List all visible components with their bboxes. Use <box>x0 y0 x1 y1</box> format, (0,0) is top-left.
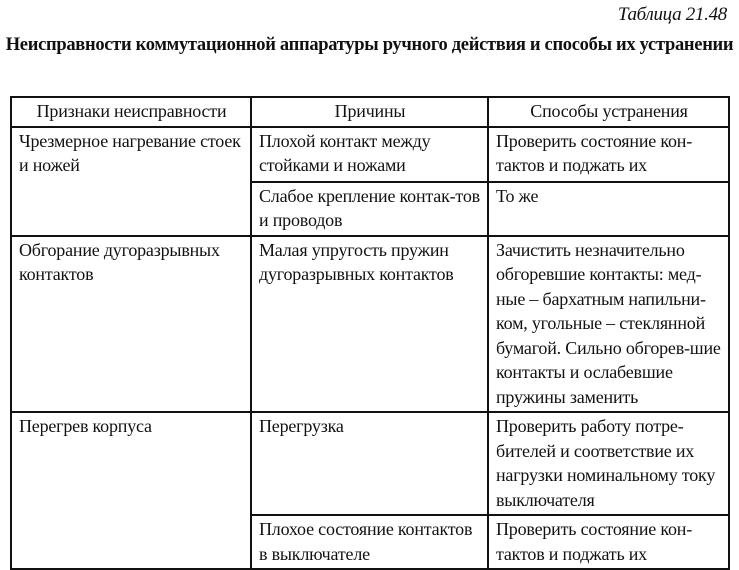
header-symptom: Признаки неисправности <box>11 97 251 127</box>
cause-cell: Малая упругость пружин дугоразрывных контактов <box>251 236 488 413</box>
cause-cell: Плохой контакт между стойками и ножами <box>251 127 488 182</box>
symptom-cell: Перегрев корпуса <box>11 412 251 569</box>
cause-cell: Перегрузка <box>251 412 488 515</box>
table-caption: Неисправности коммутационной аппаратуры ручного действия и способы их устранении <box>5 35 734 55</box>
table-row <box>11 412 729 515</box>
table-number: Таблица 21.48 <box>617 4 727 25</box>
table-row <box>11 236 729 413</box>
table-row <box>11 127 729 182</box>
symptom-cell: Чрезмерное нагревание стоек и ножей <box>11 127 251 236</box>
remedy-cell: Проверить состояние кон-тактов и поджать их <box>488 127 729 182</box>
symptom-cell: Обгорание дугоразрывных контактов <box>11 236 251 413</box>
header-cause: Причины <box>251 97 488 127</box>
remedy-cell: То же <box>488 182 729 236</box>
remedy-cell: Зачистить незначительно обгоревшие контакты: мед-ные – бархатным напильни-ком, угольные – стеклянной бумагой. Сильно обгорев-шие контакты и ослабевшие пружины заменить <box>488 236 729 413</box>
faults-table <box>10 96 730 570</box>
remedy-cell: Проверить работу потре-бителей и соответствие их нагрузки номинальному току выключателя <box>488 412 729 515</box>
header-row <box>11 97 729 127</box>
cause-cell: Слабое крепление контак-тов и проводов <box>251 182 488 236</box>
header-remedy: Способы устранения <box>488 97 729 127</box>
cause-cell: Плохое состояние контактов в выключателе <box>251 515 488 569</box>
remedy-cell: Проверить состояние кон-тактов и поджать их <box>488 515 729 569</box>
